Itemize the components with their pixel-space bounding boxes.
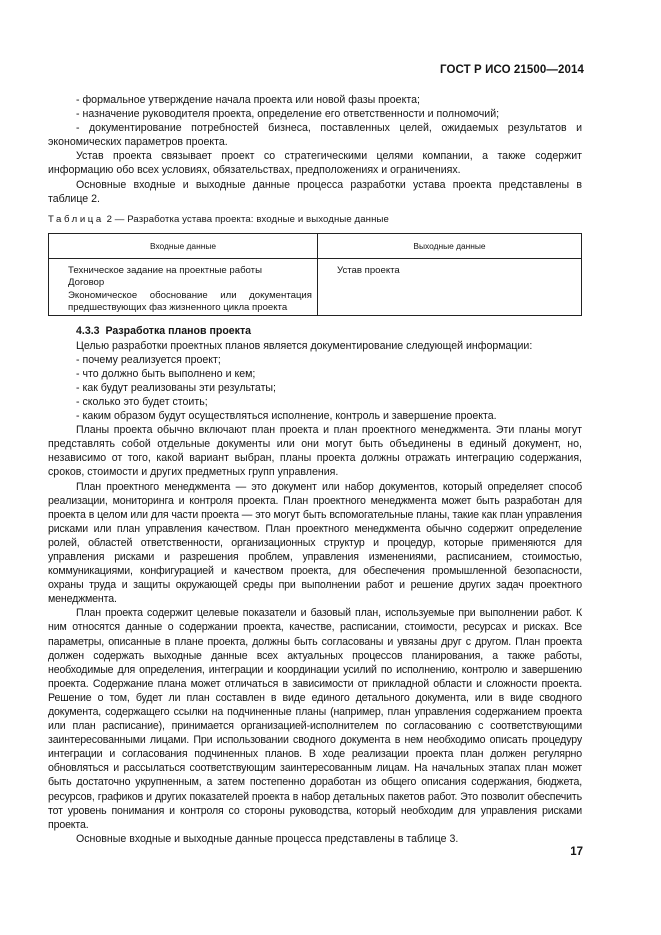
section-number: 4.3.3	[76, 325, 100, 338]
output-item: Устав проекта	[337, 264, 400, 276]
column-header-inputs: Входные данные	[49, 233, 318, 258]
list-item: - почему реализуется проект;	[76, 353, 221, 366]
table-caption	[48, 213, 582, 227]
list-item: - документирование потребностей бизнеса, поставленных целей, ожидаемых результатов и экономических параметров проекта.	[48, 122, 582, 149]
input-item: Техническое задание на проектные работы	[68, 264, 262, 276]
io-table	[48, 233, 582, 317]
column-header-outputs: Выходные данные	[318, 233, 582, 258]
paragraph: Планы проекта обычно включают план проекта и план проектного менеджмента. Эти планы могут представлять собой отдельные документы или они могут быть объединены в единый документ, но, независимо от того, какой вариант выбран, планы проекта должны отражать интеграцию содержания, сроков, стоимости и других предметных групп управления.	[48, 424, 582, 479]
list-item: - сколько это будет стоить;	[76, 395, 208, 408]
section-title: Разработка планов проекта	[105, 325, 252, 338]
section-heading	[48, 324, 582, 338]
document-header: ГОСТ Р ИСО 21500—2014	[439, 64, 584, 76]
paragraph: Основные входные и выходные данные процесса разработки устава проекта представлены в таблице 2.	[48, 178, 582, 205]
table-header-row	[49, 233, 582, 258]
paragraph: Устав проекта связывает проект со стратегическими целями компании, а также содержит информацию обо всех условиях, обязательствах, предположениях и ограничениях.	[48, 150, 582, 177]
table-caption-number: 2	[106, 213, 113, 225]
input-item: Договор	[68, 277, 105, 289]
outputs-cell	[318, 258, 582, 316]
list-item: - что должно быть выполнено и кем;	[76, 367, 256, 380]
paragraph: План проекта содержит целевые показатели и базовый план, используемые при выполнении работ. К ним относятся данные о содержании проекта, качестве, расписании, стоимости, ресурсах и рисках. Все параметры, описанные в плане проекта, должны быть согласованы и увязаны друг с другом. План проекта должен содержать выходные данные всех актуальных процессов планирования, а также работы, необходимые для определения, интеграции и координации усилий по исполнению, контролю и завершению проекта. Содержание плана может отличаться в зависимости от прикладной области и сложности проекта. Решение о том, будет ли план составлен в виде единого детального документа, или в виде сводного документа, содержащего ссылки на подчиненные планы (например, план управления содержанием проекта или план расписание), принимается организацией-исполнителем по согласованию с соответствующими заинтересованными лицами. При использовании сводного документа в нем необходимо описать процедуру интеграции и согласования подчиненных планов. В ходе реализации проекта план должен регулярно обновляться и рассылаться соответствующим заинтересованным лицам. На начальных этапах план может быть достаточно укрупненным, а затем постепенно доработан из общего описания содержания, бюджета, ресурсов, графиков и других показателей проекта в набор детальных пакетов работ. Это позволит обеспечить тот уровень понимания и контроля со стороны руководства, который необходим для управления рисками проекта.	[48, 607, 582, 831]
table-caption-title: — Разработка устава проекта: входные и выходные данные	[114, 213, 389, 225]
list-item: - формальное утверждение начала проекта или новой фазы проекта;	[76, 94, 420, 106]
paragraph: Целью разработки проектных планов является документирование следующей информации:	[76, 339, 533, 352]
paragraph: Основные входные и выходные данные процесса представлены в таблице 3.	[76, 832, 459, 845]
page-number: 17	[570, 846, 583, 858]
inputs-cell	[49, 258, 318, 316]
page-body	[48, 93, 582, 846]
paragraph: План проектного менеджмента — это документ или набор документов, который определяет способ реализации, мониторинга и контроля проекта. План проектного менеджмента может быть разработан для проекта в целом или для части проекта — это могут быть вспомогательные планы, такие как план управления рисками или план управления качеством. План проектного менеджмента обычно содержит определение ролей, областей ответственности, организационных структур и процедур, которые применяются для управления рисками и разрешения проблем, управления изменениями, расписанием, стоимостью, коммуникациями, конфигурацией и качеством проекта, для обеспечения промышленной безопасности, охраны труда и защиты окружающей среды при выполнении работ и решение других задач проектного менеджмента.	[48, 480, 582, 606]
list-item: - как будут реализованы эти результаты;	[76, 381, 276, 394]
table-caption-word: Таблица	[48, 213, 104, 225]
table-row	[49, 258, 582, 316]
list-item: - каким образом будут осуществляться исполнение, контроль и завершение проекта.	[76, 410, 497, 423]
input-item: Экономическое обоснование или документация предшествующих фаз жизненного цикла проекта	[68, 289, 312, 314]
list-item: - назначение руководителя проекта, определение его ответственности и полномочий;	[76, 108, 500, 121]
